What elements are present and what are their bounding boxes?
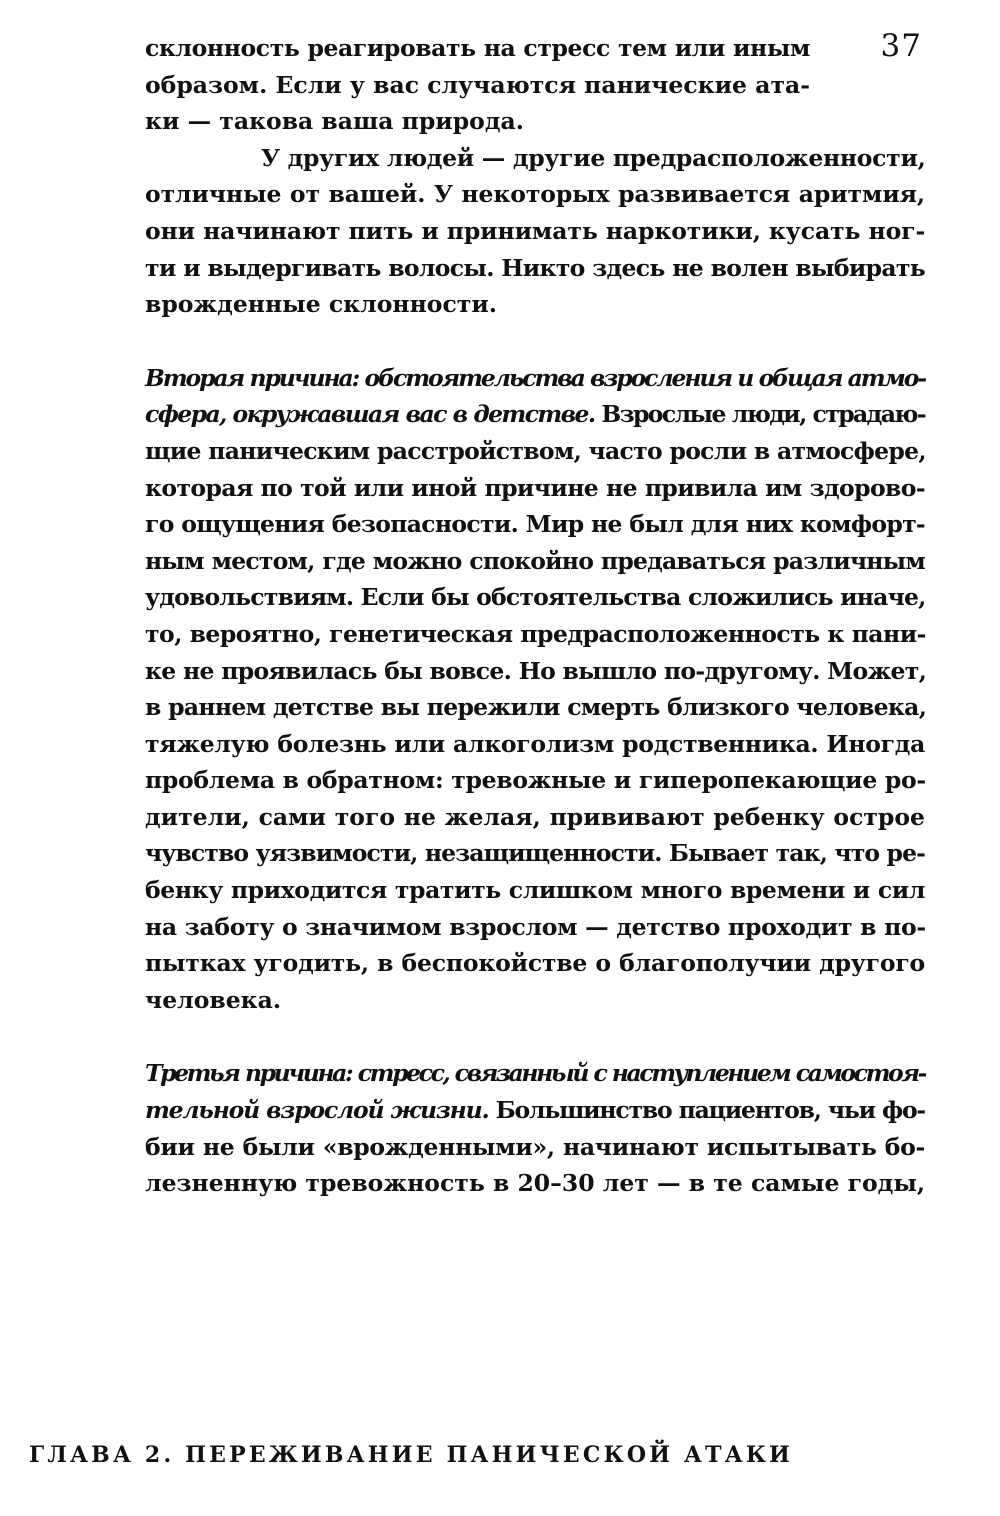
text-line: бенку приходится тратить слишком много времени и сил [145,876,925,905]
text-column [145,30,925,1202]
text-line: в раннем детстве вы пережили смерть близкого человека, [145,693,927,722]
text-line: У других людей — другие предрасположенности, [261,143,926,172]
text-line: го ощущения безопасности. Мир не был для них комфорт- [145,510,925,539]
text-line: дители, сами того не желая, прививают ребенку острое [145,802,925,831]
text-line: на заботу о значимом взрослом — детство проходит в по- [145,912,926,941]
text-line: которая по той или иной причине не привила им здорово- [145,473,925,502]
third-cause-paragraph [145,1055,925,1201]
text-line: щие паническим расстройством, часто росли в атмосфере, [145,436,926,465]
text-line: склонность реагировать на стресс тем или иным [145,34,810,62]
text-line: ке не проявилась бы вовсе. Но вышло по-другому. Может, [145,656,927,685]
text-line: лезненную тревожность в 20–30 лет — в те самые годы, [145,1169,926,1198]
paragraph-gap [145,323,925,360]
text-line: тяжелую болезнь или алкоголизм родственника. Иногда [145,729,925,758]
text-line [145,396,925,433]
others-paragraph [145,140,925,323]
paragraph-gap [145,1018,925,1055]
text-line: пытках угодить, в беспокойстве о благополучии другого [145,949,925,978]
text-line: ти и выдергивать волосы. Никто здесь не волен выбирать [145,253,925,282]
text-fragment: Большинство пациентов, чьи фо- [488,1096,925,1125]
text-line [145,1092,925,1129]
text-line: ки — такова ваша природа. [145,107,524,136]
text-line: человека. [145,985,282,1014]
third-cause-heading-end: тельной взрослой жизни. [145,1096,489,1125]
text-line: бии не были «врожденными», начинают испытывать бо- [145,1132,925,1161]
second-cause-paragraph [145,360,925,1019]
page-number: 37 [880,28,922,64]
second-cause-heading: Вторая причина: обстоятельства взросления и общая атмо- [145,363,925,392]
text-line: чувство уязвимости, незащищенности. Бывает так, что ре- [145,839,925,868]
second-cause-heading-end: сфера, окружавшая вас в детстве. [145,400,595,429]
text-line: ным местом, где можно спокойно предаваться различным [145,546,925,575]
third-cause-heading: Третья причина: стресс, связанный с наступлением самостоя- [145,1059,925,1088]
text-line: они начинают пить и принимать наркотики, кусать ног- [145,216,926,245]
text-line: образом. Если у вас случаются панические ата- [145,70,810,99]
text-line: удовольствиям. Если бы обстоятельства сложились иначе, [145,583,926,612]
text-line: проблема в обратном: тревожные и гиперопекающие ро- [145,766,926,795]
text-line: врожденные склонности. [145,290,497,319]
intro-paragraph [145,30,925,140]
text-line: отличные от вашей. У некоторых развивается аритмия, [145,180,925,209]
running-footer: ГЛАВА 2. ПЕРЕЖИВАНИЕ ПАНИЧЕСКОЙ АТАКИ [29,1442,794,1468]
text-fragment: Взрослые люди, страдаю- [594,400,925,429]
text-line: то, вероятно, генетическая предрасположенность к пани- [145,619,926,648]
